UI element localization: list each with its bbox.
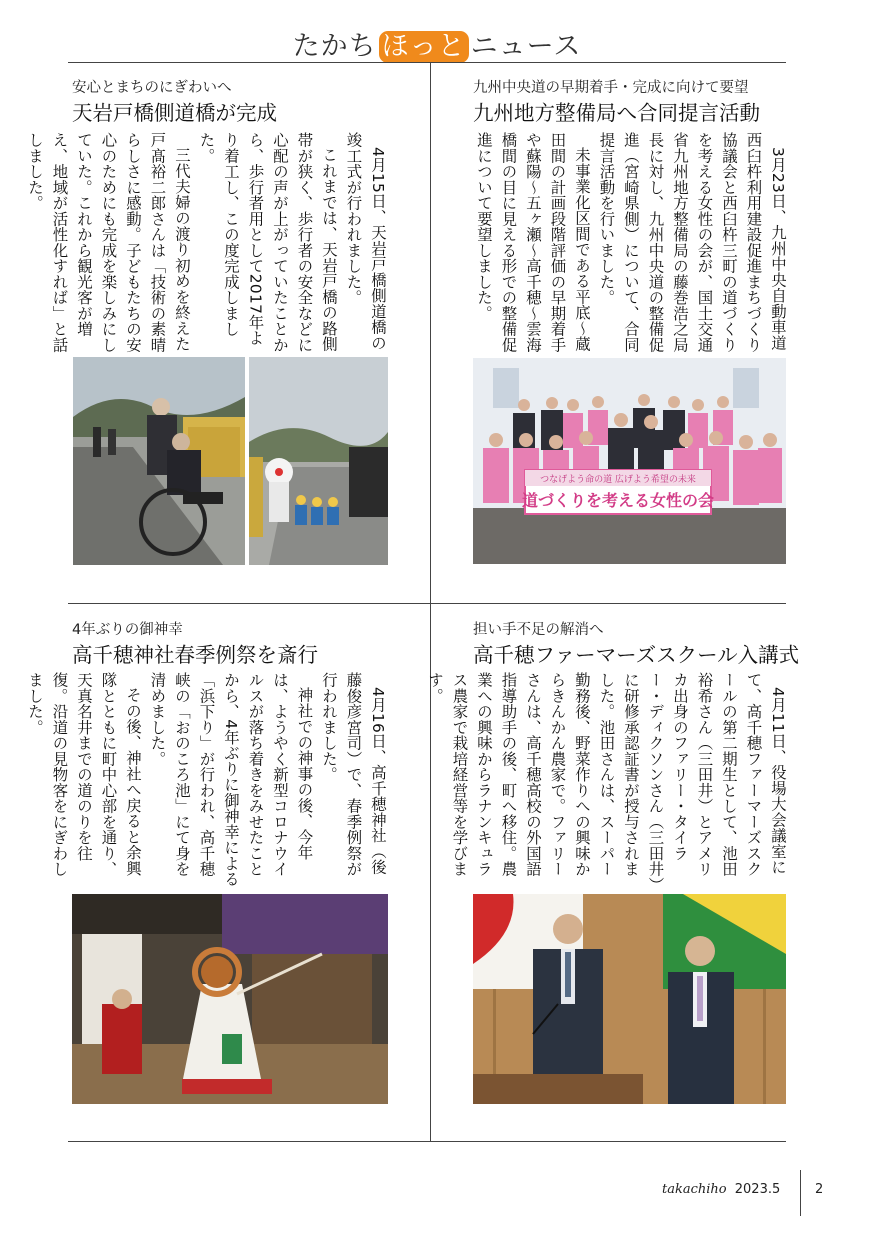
bridge-mascot-photo (249, 357, 388, 565)
article4-paragraph: 4月11日、役場大会議室にて、高千穂ファーマーズスクールの第二期生として、池田裕希さん（三田井）とアメリカ出身のファリー・タイラー・ディクソンさん（三田井）に研修承認証書が授与されました。池田さんは、スーパー勤務後、野菜作りへの興味からきんかん農家で。ファリーさんは、高千穂高校の外国語指導助手の後、町へ移住。農業への興味からラナンキュラス農家で栽培経営等を学びます。 (426, 672, 787, 885)
article4-subtitle: 担い手不足の解消へ (473, 622, 604, 638)
page-number: 2 (815, 1182, 824, 1197)
article4-body (426, 672, 790, 890)
article1-subtitle: 安心とまちのにぎわいへ (72, 80, 232, 96)
article3-paragraph: 4月16日、高千穂神社（後藤俊彦宮司）で、春季例祭が行われました。 (320, 672, 387, 877)
group-photo (473, 358, 786, 564)
article2-subtitle: 九州中央道の早期着手・完成に向けて要望 (473, 80, 749, 96)
header-rule (68, 62, 786, 63)
header-title-hot: ほっと (379, 31, 469, 63)
article1-body (26, 132, 390, 354)
article1-title: 天岩戸橋側道橋が完成 (72, 101, 277, 125)
banner-top-text: つなげよう命の道 広げよう希望の未来 (540, 475, 696, 485)
bridge-wheelchair-photo (73, 357, 245, 565)
footer-issue: 2023.5 (734, 1182, 781, 1197)
footer-divider (800, 1170, 801, 1216)
article4-title: 高千穂ファーマーズスクール入講式 (473, 643, 800, 667)
article2-paragraph: 3月23日、九州中央自動車道西臼杵利用建設促進まちづくり協議会と西臼杵三町の道づくりを考える女性の会が、国土交通省九州地方整備局の藤巻浩之局長に対し、九州中央道の整備促進（宮崎県側）について、合同提言活動を行いました。 (597, 132, 787, 353)
header-title-pre: たかち (292, 31, 377, 62)
article1-paragraph: 4月15日、天岩戸橋側道橋の竣工式が行われました。 (344, 132, 387, 352)
article3-paragraph: 神社での神事の後、今年は、ようやく新型コロナウイルスが落ち着きをみせたことから、4年ぶりに御神幸による「浜下り」が行われ、高千穂峡の「おのころ池」にて身を清めました。 (148, 672, 314, 887)
article3-body (26, 672, 390, 890)
footer-publication (662, 1182, 780, 1197)
farmers-school-photo (473, 894, 786, 1104)
column-divider (430, 62, 431, 1142)
article2-title: 九州地方整備局へ合同提言活動 (473, 101, 760, 125)
article2-body (470, 132, 790, 354)
header-title-post: ニュース (470, 31, 582, 62)
article3-title: 高千穂神社春季例祭を斎行 (72, 643, 318, 667)
article3-paragraph: その後、神社へ戻ると余興隊とともに町中心部を通り、天真名井までの道のりを往復。沿道の見物客をにぎわしました。 (26, 672, 142, 877)
row-divider (68, 603, 786, 604)
footer-magazine-name: takachiho (662, 1182, 727, 1197)
article1-paragraph: これまでは、天岩戸橋の路側帯が狭く、歩行者の安全などに心配の声が上がっていたことから、歩行者用として2017年より着工し、この度完成しました。 (197, 132, 338, 353)
shrine-festival-photo (72, 894, 388, 1104)
footer-rule (68, 1141, 786, 1142)
article3-subtitle: 4年ぶりの御神幸 (72, 622, 183, 638)
banner-text: 道づくりを考える女性の会 (521, 491, 715, 510)
article1-paragraph: 三代夫婦の渡り初めを終えた戸髙裕二郎さんは「技術の素晴らしさに感動。子どもたちの安心のためにも完成を楽しみにしていた。これから観光客が増え、地域が活性化すれば」と話しました。 (26, 132, 191, 353)
newsletter-header (0, 24, 874, 64)
article2-paragraph: 未事業化区間である平底～蔵田間の計画段階評価の早期着手や蘇陽～五ヶ瀬～高千穂～雲海橋間の目に見える形での整備促進について要望しました。 (475, 132, 591, 353)
